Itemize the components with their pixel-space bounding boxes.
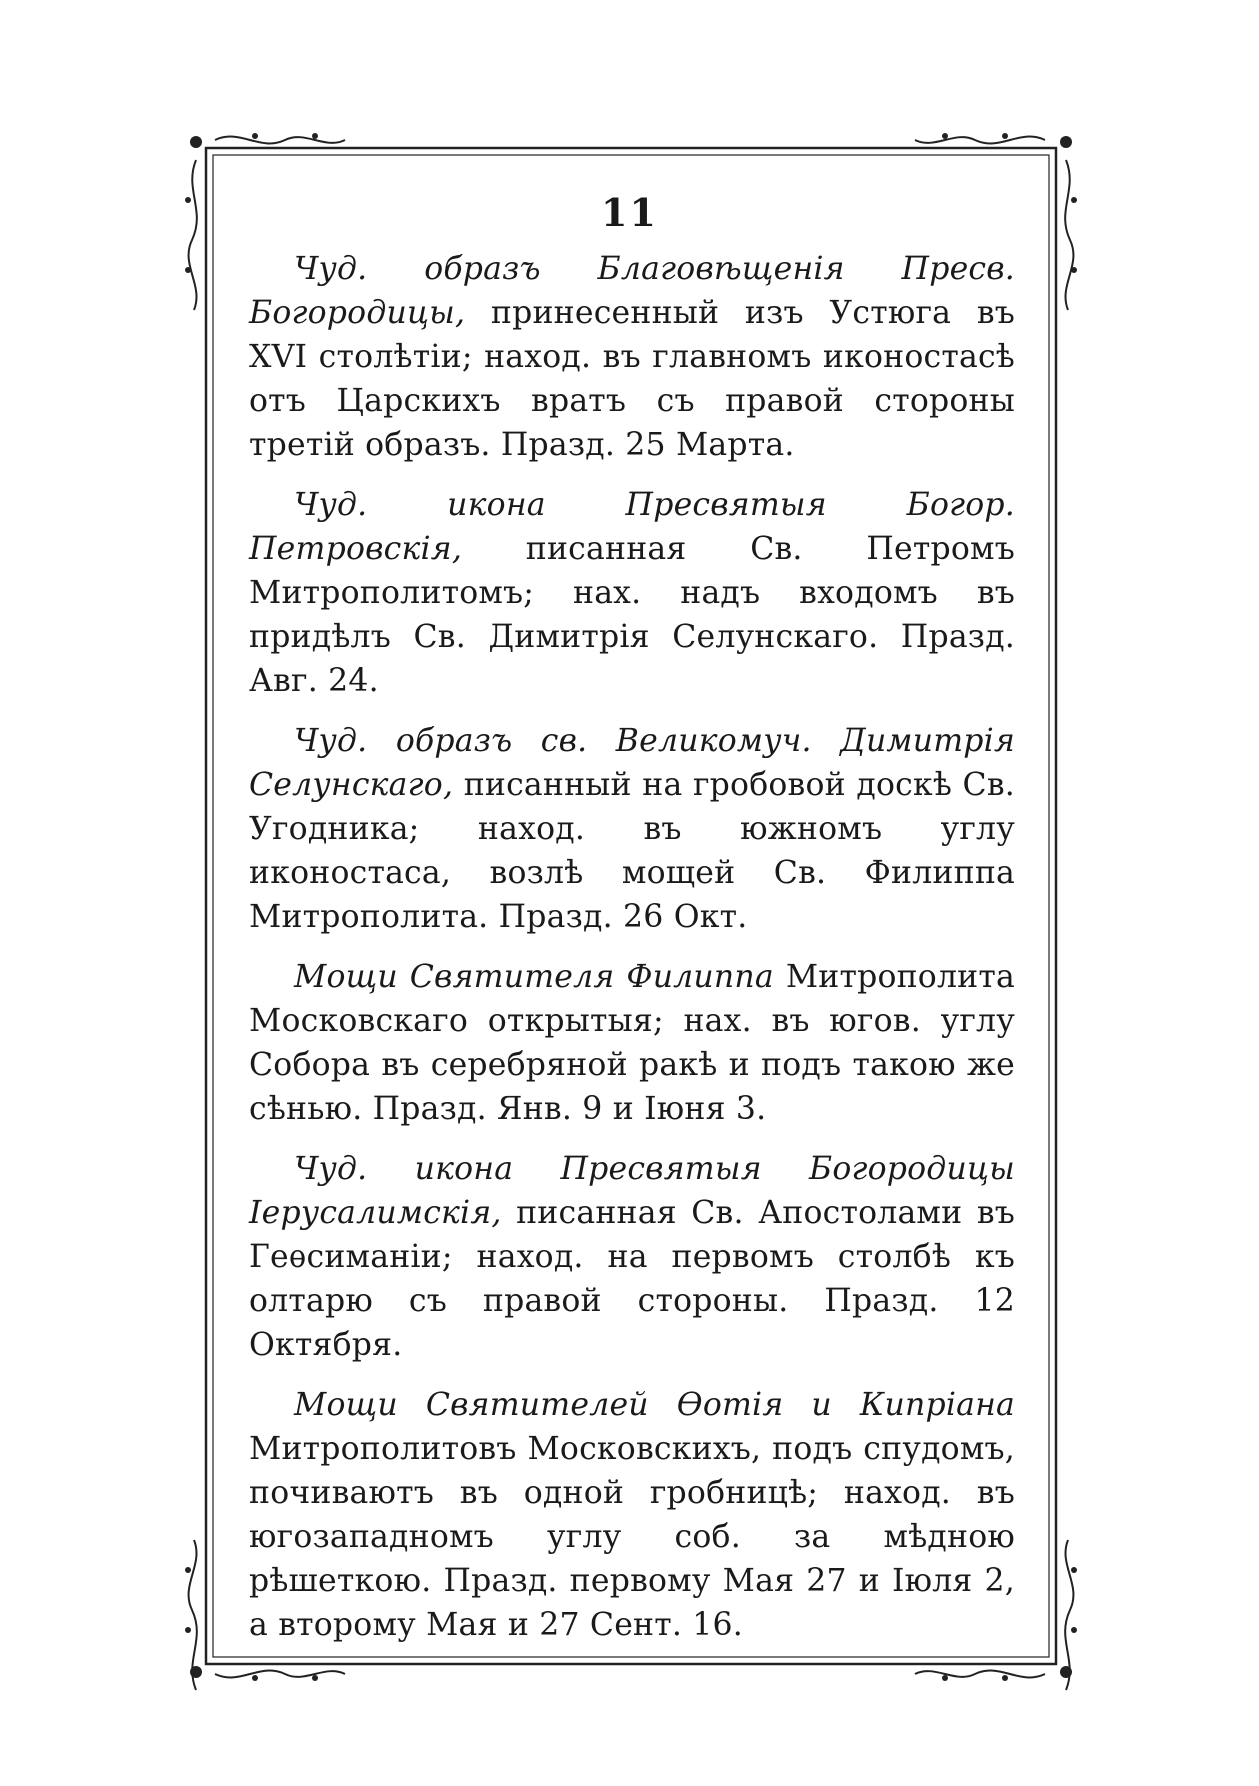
- entry-filipp: [249, 955, 1015, 1131]
- entry-blagoveshchenie: [249, 247, 1015, 467]
- entry-ierusalimskaya: [249, 1147, 1015, 1367]
- page-number: 11: [601, 190, 658, 235]
- entry-title: Чуд. икона Пресвятыя Богородицы Іерусалимскія,: [249, 1151, 1015, 1231]
- entry-title: Мощи Святителей Ѳотія и Кипріана: [294, 1387, 1015, 1423]
- entry-text: писанная Св. Петромъ Митрополитомъ; нах. надъ входомъ въ придѣлъ Св. Димитрія Селунскаго. Празд. Авг. 24.: [249, 531, 1015, 699]
- entry-text: Митрополитовъ Московскихъ, подъ спудомъ, почиваютъ въ одной гробницѣ; наход. въ югозападномъ углу соб. за мѣдною рѣшеткою. Празд. первому Мая 27 и Іюля 2, а второму Мая и 27 Сент. 16.: [249, 1431, 1015, 1643]
- entry-text: принесенный изъ Устюга въ XVI столѣтіи; наход. въ главномъ иконостасѣ отъ Царскихъ вратъ съ правой стороны третій образъ. Празд. 25 Марта.: [249, 295, 1016, 463]
- entry-title: Мощи Святителя Филиппа: [294, 959, 774, 995]
- entry-fotiy-kiprian: [249, 1383, 1015, 1647]
- entry-text: писанный на гробовой доскѣ Св. Угодника; наход. въ южномъ углу иконостаса, возлѣ мощей Св. Филиппа Митрополита. Празд. 26 Окт.: [249, 767, 1015, 935]
- entry-title: Чуд. образъ Благовѣщенія Пресв. Богородицы,: [249, 251, 1015, 331]
- entry-text: Митрополита Московскаго открытыя; нах. въ югов. углу Собора въ серебряной ракѣ и подъ такою же сѣнью. Празд. Янв. 9 и Іюня 3.: [249, 959, 1015, 1127]
- page-body: [249, 247, 1015, 1663]
- entry-title: Чуд. икона Пресвятыя Богор. Петровскія,: [249, 487, 1015, 567]
- entry-dimitriy: [249, 719, 1015, 939]
- entry-petrovskaya: [249, 483, 1015, 703]
- entry-title: Чуд. образъ св. Великомуч. Димитрія Селунскаго,: [249, 723, 1015, 803]
- entry-text: писанная Св. Апостолами въ Геѳсиманіи; наход. на первомъ столбѣ къ олтарю съ правой стороны. Празд. 12 Октября.: [249, 1195, 1015, 1363]
